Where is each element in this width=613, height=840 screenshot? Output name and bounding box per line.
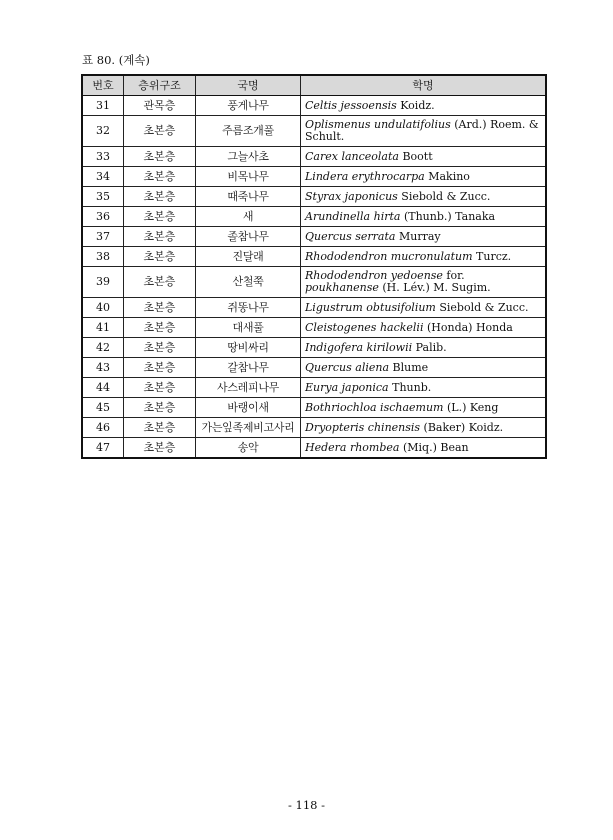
scientific-name-italic: Eurya japonica bbox=[305, 380, 389, 394]
row-layer: 초본층 bbox=[124, 227, 196, 247]
row-scientific-name bbox=[301, 418, 547, 438]
row-layer: 초본층 bbox=[124, 418, 196, 438]
table-caption: 표 80. (계속) bbox=[82, 53, 150, 67]
row-korean-name: 가는잎족제비고사리 bbox=[196, 418, 301, 438]
scientific-name-author: Blume bbox=[389, 360, 429, 374]
row-number: 35 bbox=[82, 187, 124, 207]
scientific-name-italic: Dryopteris chinensis bbox=[305, 420, 421, 434]
table-row bbox=[82, 247, 546, 267]
scientific-name-italic: Styrax japonicus bbox=[305, 189, 398, 203]
row-number: 40 bbox=[82, 298, 124, 318]
scientific-name-author: Palib. bbox=[412, 340, 447, 354]
table-row bbox=[82, 96, 546, 116]
table-row bbox=[82, 378, 546, 398]
scientific-name-italic: Quercus aliena bbox=[305, 360, 390, 374]
row-number: 33 bbox=[82, 147, 124, 167]
table-row bbox=[82, 267, 546, 298]
row-number: 32 bbox=[82, 116, 124, 147]
row-number: 31 bbox=[82, 96, 124, 116]
row-korean-name: 졸참나무 bbox=[196, 227, 301, 247]
table-row bbox=[82, 418, 546, 438]
row-korean-name: 쥐똥나무 bbox=[196, 298, 301, 318]
row-scientific-name bbox=[301, 207, 547, 227]
row-layer: 초본층 bbox=[124, 298, 196, 318]
table-row bbox=[82, 358, 546, 378]
table-body bbox=[82, 96, 546, 459]
row-layer: 초본층 bbox=[124, 398, 196, 418]
scientific-name-author: (Thunb.) Tanaka bbox=[400, 209, 496, 223]
scientific-name-italic: poukhanense bbox=[305, 281, 379, 294]
row-layer: 초본층 bbox=[124, 167, 196, 187]
row-layer: 초본층 bbox=[124, 116, 196, 147]
row-korean-name: 송악 bbox=[196, 438, 301, 459]
row-korean-name: 대새풀 bbox=[196, 318, 301, 338]
row-number: 39 bbox=[82, 267, 124, 298]
header-scientific-name: 학명 bbox=[301, 75, 547, 96]
row-number: 36 bbox=[82, 207, 124, 227]
table-row bbox=[82, 207, 546, 227]
scientific-name-author: Thunb. bbox=[388, 380, 432, 394]
scientific-name-author: Murray bbox=[395, 229, 441, 243]
row-layer: 초본층 bbox=[124, 207, 196, 227]
scientific-name-author: (H. Lév.) M. Sugim. bbox=[378, 281, 491, 294]
row-number: 43 bbox=[82, 358, 124, 378]
table-row bbox=[82, 147, 546, 167]
scientific-name-author: Koidz. bbox=[396, 98, 435, 112]
row-number: 34 bbox=[82, 167, 124, 187]
scientific-name-author: Boott bbox=[398, 149, 433, 163]
table-row bbox=[82, 167, 546, 187]
row-scientific-name bbox=[301, 116, 547, 147]
scientific-name-italic: Carex lanceolata bbox=[305, 149, 399, 163]
row-korean-name: 때죽나무 bbox=[196, 187, 301, 207]
row-layer: 초본층 bbox=[124, 438, 196, 459]
scientific-name-italic: Lindera erythrocarpa bbox=[305, 169, 425, 183]
row-layer: 초본층 bbox=[124, 378, 196, 398]
scientific-name-author: Siebold & Zucc. bbox=[397, 189, 491, 203]
row-number: 41 bbox=[82, 318, 124, 338]
row-number: 44 bbox=[82, 378, 124, 398]
row-korean-name: 새 bbox=[196, 207, 301, 227]
row-korean-name: 바랭이새 bbox=[196, 398, 301, 418]
row-layer: 초본층 bbox=[124, 147, 196, 167]
row-scientific-name bbox=[301, 227, 547, 247]
scientific-name-author: (Miq.) Bean bbox=[399, 440, 469, 454]
scientific-name-italic: Rhododendron yedoense bbox=[305, 269, 443, 283]
row-layer: 관목층 bbox=[124, 96, 196, 116]
row-layer: 초본층 bbox=[124, 267, 196, 298]
row-korean-name: 산철쭉 bbox=[196, 267, 301, 298]
scientific-name-italic: Celtis jessoensis bbox=[305, 98, 397, 112]
row-korean-name: 비목나무 bbox=[196, 167, 301, 187]
row-number: 46 bbox=[82, 418, 124, 438]
row-korean-name: 갈참나무 bbox=[196, 358, 301, 378]
row-number: 38 bbox=[82, 247, 124, 267]
table-row bbox=[82, 298, 546, 318]
table-row bbox=[82, 438, 546, 459]
scientific-name-italic: Hedera rhombea bbox=[305, 440, 400, 454]
scientific-name-italic: Cleistogenes hackelii bbox=[305, 320, 424, 334]
row-korean-name: 땅비싸리 bbox=[196, 338, 301, 358]
table-row bbox=[82, 398, 546, 418]
scientific-name-italic: Arundinella hirta bbox=[305, 209, 401, 223]
row-number: 45 bbox=[82, 398, 124, 418]
row-scientific-name bbox=[301, 338, 547, 358]
row-scientific-name bbox=[301, 247, 547, 267]
row-number: 42 bbox=[82, 338, 124, 358]
header-number: 번호 bbox=[82, 75, 124, 96]
scientific-name-author: Turcz. bbox=[472, 249, 512, 263]
scientific-name-author: Siebold & Zucc. bbox=[435, 300, 529, 314]
row-layer: 초본층 bbox=[124, 247, 196, 267]
row-scientific-name bbox=[301, 438, 547, 459]
table-row bbox=[82, 116, 546, 147]
header-layer: 층위구조 bbox=[124, 75, 196, 96]
row-layer: 초본층 bbox=[124, 358, 196, 378]
row-scientific-name bbox=[301, 167, 547, 187]
scientific-name-author: for. bbox=[442, 269, 465, 283]
row-korean-name: 그늘사초 bbox=[196, 147, 301, 167]
row-layer: 초본층 bbox=[124, 187, 196, 207]
scientific-name-author: Makino bbox=[424, 169, 470, 183]
scientific-name-author: (Baker) Koidz. bbox=[420, 420, 504, 434]
table-row bbox=[82, 318, 546, 338]
scientific-name-author: (L.) Keng bbox=[443, 400, 499, 414]
table-row bbox=[82, 338, 546, 358]
row-scientific-name bbox=[301, 267, 547, 298]
row-korean-name: 사스레피나무 bbox=[196, 378, 301, 398]
species-table bbox=[81, 74, 547, 459]
row-korean-name: 풍게나무 bbox=[196, 96, 301, 116]
header-korean-name: 국명 bbox=[196, 75, 301, 96]
row-number: 37 bbox=[82, 227, 124, 247]
row-layer: 초본층 bbox=[124, 318, 196, 338]
scientific-name-italic: Bothriochloa ischaemum bbox=[305, 400, 444, 414]
row-scientific-name bbox=[301, 147, 547, 167]
row-korean-name: 주름조개풀 bbox=[196, 116, 301, 147]
row-scientific-name bbox=[301, 298, 547, 318]
page-number: - 118 - bbox=[287, 798, 326, 812]
row-layer: 초본층 bbox=[124, 338, 196, 358]
scientific-name-italic: Indigofera kirilowii bbox=[305, 340, 413, 354]
row-scientific-name bbox=[301, 378, 547, 398]
scientific-name-italic: Oplismenus undulatifolius bbox=[305, 118, 451, 132]
scientific-name-italic: Quercus serrata bbox=[305, 229, 396, 243]
table-header-row bbox=[82, 75, 546, 96]
scientific-name-author: (Ard.) Roem. & Schult. bbox=[305, 118, 539, 143]
row-scientific-name bbox=[301, 358, 547, 378]
scientific-name-italic: Rhododendron mucronulatum bbox=[305, 249, 473, 263]
row-scientific-name bbox=[301, 96, 547, 116]
table-row bbox=[82, 227, 546, 247]
row-scientific-name bbox=[301, 398, 547, 418]
row-scientific-name bbox=[301, 187, 547, 207]
row-scientific-name bbox=[301, 318, 547, 338]
row-korean-name: 진달래 bbox=[196, 247, 301, 267]
scientific-name-italic: Ligustrum obtusifolium bbox=[305, 300, 436, 314]
row-number: 47 bbox=[82, 438, 124, 459]
table-row bbox=[82, 187, 546, 207]
scientific-name-author: (Honda) Honda bbox=[423, 320, 513, 334]
